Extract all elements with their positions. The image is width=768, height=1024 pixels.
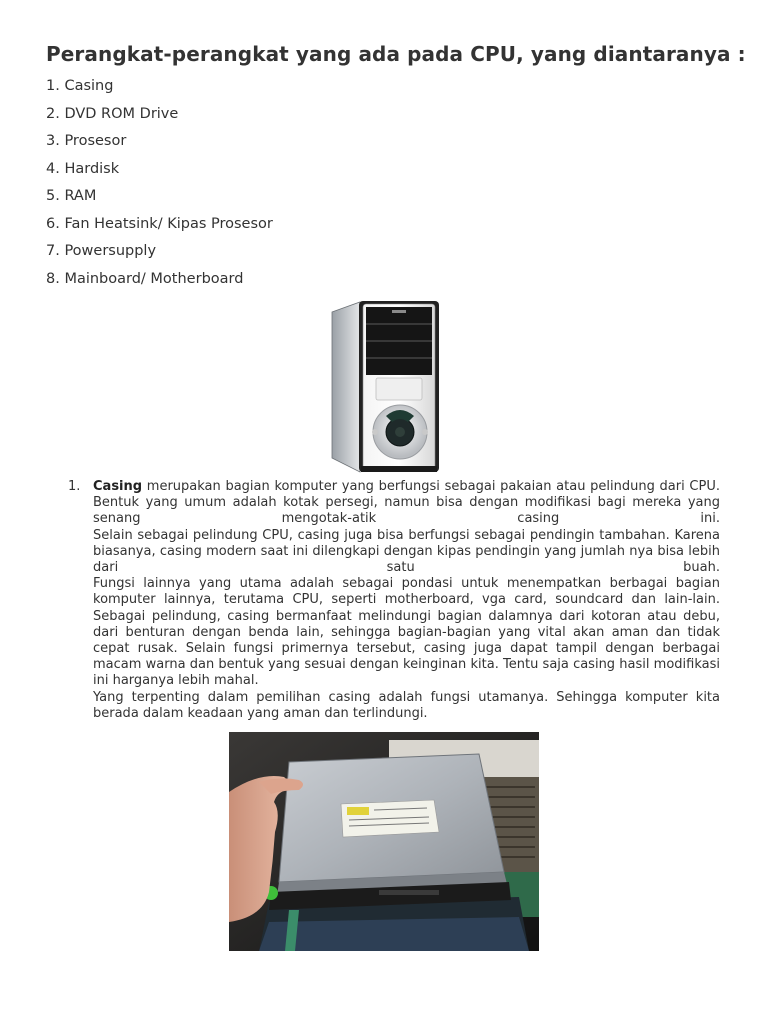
list-item: 6. Fan Heatsink/ Kipas Prosesor xyxy=(46,215,273,232)
page-title: Perangkat-perangkat yang ada pada CPU, yang diantaranya : xyxy=(46,42,746,66)
pc-case-image xyxy=(328,298,440,474)
paragraph: Selain sebagai pelindung CPU, casing juga bisa berfungsi sebagai pendingin tambahan. Karena biasanya, casing modern saat ini dilengkapi dengan kipas pendingin yang jumlah nya bisa lebih dari satu buah. xyxy=(93,527,720,576)
list-item: 2. DVD ROM Drive xyxy=(46,105,179,122)
dvd-drive-photo xyxy=(229,732,539,951)
list-item: 3. Prosesor xyxy=(46,133,127,149)
paragraph xyxy=(93,479,720,528)
section-number: 1. xyxy=(68,479,81,494)
list-item: 8. Mainboard/ Motherboard xyxy=(46,270,244,287)
list-item: 1. Casing xyxy=(46,78,114,94)
component-list xyxy=(46,76,273,296)
paragraph-text: merupakan bagian komputer yang berfungsi sebagai pakaian atau pelindung dari CPU. Bentuk yang umum adalah kotak persegi, namun bisa dengan modifikasi bagi mereka yang senang mengotak-atik casing ini. xyxy=(93,479,720,527)
paragraph: Yang terpenting dalam pemilihan casing adalah fungsi utamanya. Sehingga komputer kita berada dalam keadaan yang aman dan terlindungi. xyxy=(93,689,720,721)
list-item: 5. RAM xyxy=(46,188,97,204)
list-item: 7. Powersupply xyxy=(46,243,157,259)
section-term: Casing xyxy=(93,479,143,494)
list-item: 4. Hardisk xyxy=(46,160,120,177)
casing-description xyxy=(93,479,720,722)
paragraph: Fungsi lainnya yang utama adalah sebagai pondasi untuk menempatkan berbagai bagian komputer lainnya, terutama CPU, seperti motherboard, vga card, soundcard dan lain-lain. Sebagai pelindung, casing bermanfaat melindungi bagian dalamnya dari kotoran atau debu, dari benturan dengan benda lain, sehingga bagian-bagian yang vital akan aman dan tidak cepat rusak. Selain fungsi primernya tersebut, casing juga dapat tampil dengan berbagai macam warna dan bentuk yang sesuai dengan keinginan kita. Tentu saja casing hasil modifikasi ini harganya lebih mahal. xyxy=(93,576,720,689)
